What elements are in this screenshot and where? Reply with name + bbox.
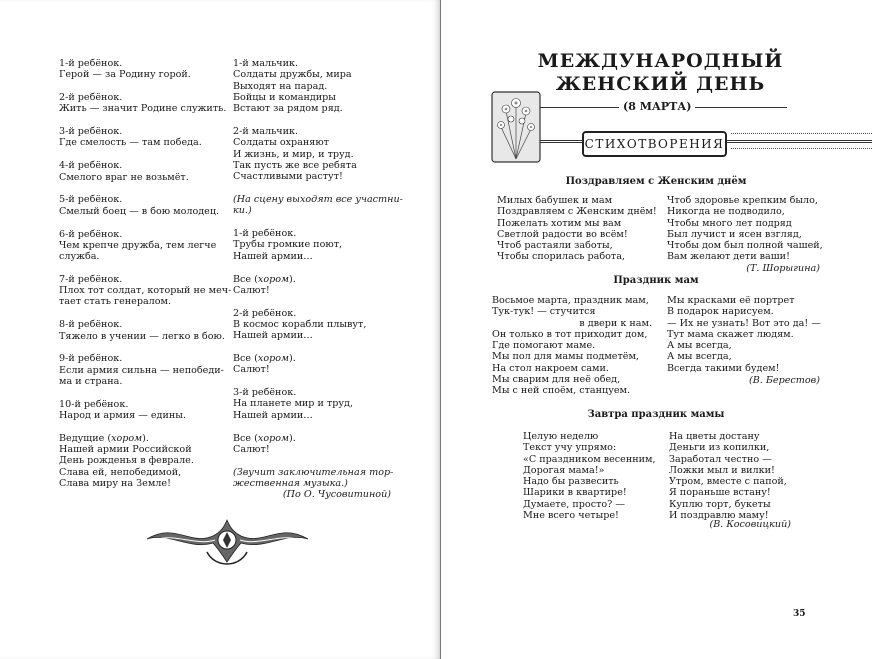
poem-stanza-left <box>497 195 657 263</box>
ornament-vignette <box>145 512 310 570</box>
text-line: Салют! <box>233 443 270 455</box>
text-line: (Звучит заключительная тор- <box>233 466 394 478</box>
poem-line: Заработал честно — <box>669 453 772 465</box>
text-line: Тяжело в учении — легко в бою. <box>59 330 225 342</box>
poem-line: Восьмое марта, праздник мам, <box>492 295 649 306</box>
poem-line: Утром, вместе с папой, <box>669 476 787 488</box>
text-line: Нашей армии… <box>233 330 313 342</box>
dialogue-block <box>233 308 366 342</box>
poem-line: Поздравляем с Женским днём! <box>497 206 657 218</box>
poem-author: (В. Косовицкий) <box>709 519 791 530</box>
text-line: Нашей армии… <box>233 409 313 421</box>
speaker-label: Все (хором). <box>233 432 296 444</box>
text-line: Народ и армия — едины. <box>59 410 186 422</box>
poem-line: Мне всего четыре! <box>523 510 619 522</box>
text-line: На планете мир и труд, <box>233 398 353 410</box>
text-line: В космос корабли плывут, <box>233 318 367 330</box>
speaker-label: 8-й ребёнок. <box>59 319 123 331</box>
dialogue-block <box>59 399 186 422</box>
speaker-label: 1-й ребёнок. <box>59 58 123 69</box>
text-line: ма и страна. <box>59 375 123 387</box>
poem-line: Текст учу упрямо: <box>523 442 617 454</box>
poem-line: Был лучист и ясен взгляд, <box>667 228 802 240</box>
dialogue-block <box>233 387 353 421</box>
text-line: служба. <box>59 251 100 263</box>
text-line: И жизнь, и мир, и труд. <box>233 148 354 160</box>
poem-line: Мы с ней споём, станцуем. <box>492 385 631 397</box>
poem-line: Ложки мыл и вилки! <box>669 464 775 476</box>
text-line: Выходят на парад. <box>233 80 328 92</box>
text-line: Плох тот солдат, который не меч- <box>59 285 232 297</box>
text-line: жественная музыка.) <box>233 477 348 489</box>
poem-line: Мы сварим для неё обед, <box>492 374 621 386</box>
poem-line: Целую неделю <box>523 431 599 442</box>
dialogue-block <box>59 160 189 183</box>
text-line: (На сцену выходят все участни- <box>233 194 403 205</box>
poem-line: Вам желают дети ваши! <box>667 251 790 263</box>
speaker-label: Ведущие (хором). <box>59 432 149 444</box>
poem-line: Никогда не подводило, <box>667 206 785 218</box>
speaker-label: 4-й ребёнок. <box>59 160 123 172</box>
poem-line: Тут мама скажет людям. <box>667 328 794 340</box>
text-line: Если армия сильна — непобеди- <box>59 364 224 376</box>
poem-line: — Их не узнать! Вот это да! — <box>667 317 821 329</box>
text-line: Встают за рядом ряд. <box>233 103 343 115</box>
dialogue-block <box>59 126 202 149</box>
poem-line: Мы пол для мамы подметём, <box>492 351 639 363</box>
dialogue-block <box>59 58 191 81</box>
dialogue-block <box>59 194 219 217</box>
text-line: Солдаты охраняют <box>233 137 329 149</box>
speaker-label: Все (хором). <box>233 273 296 285</box>
dialogue-block <box>59 319 225 342</box>
poem-line: Дорогая мама!» <box>523 464 605 476</box>
speaker-label: Все (хором). <box>233 353 296 364</box>
dialogue-block <box>233 467 393 501</box>
poem-line: Чтобы дом был полной чашей, <box>667 240 823 252</box>
poem-line: Чтоб здоровье крепким было, <box>667 195 818 206</box>
poem-line: «С праздником весенним, <box>523 453 656 465</box>
poem-line: А мы всегда, <box>667 351 732 363</box>
poem-2-title: Праздник мам <box>613 275 699 286</box>
text-line: Трубы громкие поют, <box>233 239 343 251</box>
speaker-label: 3-й ребёнок. <box>59 126 123 138</box>
text-line: Салют! <box>233 284 270 296</box>
dialogue-block <box>233 58 352 114</box>
poem-line: А мы всегда, <box>667 340 732 352</box>
dialogue-block <box>59 92 226 115</box>
poem-line: В подарок нарисуем. <box>667 306 774 318</box>
poem-line: Куплю торт, букеты <box>669 498 771 510</box>
poem-stanza-left <box>492 295 652 397</box>
poem-line: Он только в тот приходит дом, <box>492 328 648 340</box>
flower-bouquet-illustration <box>491 91 541 163</box>
page-number: 35 <box>793 609 806 619</box>
text-line: Жить — значит Родине служить. <box>59 103 227 115</box>
poem-line: На цветы достану <box>669 431 760 442</box>
text-line: Слава миру на Земле! <box>59 478 171 490</box>
poem-stanza-right <box>667 295 821 374</box>
text-line: (По О. Чусовитиной) <box>282 489 391 501</box>
poem-line: И поздравлю маму! <box>669 510 769 522</box>
dialogue-block <box>233 194 403 217</box>
chapter-title-line-1: МЕЖДУНАРОДНЫЙ <box>537 50 784 72</box>
poem-line: Пожелать хотим мы вам <box>497 217 622 229</box>
speaker-label: 7-й ребёнок. <box>59 273 123 285</box>
text-line: День рожденья в феврале. <box>59 455 194 467</box>
dialogue-block <box>233 274 296 297</box>
text-line: Нашей армии Российской <box>59 444 192 456</box>
poem-line: Чтобы спорилась работа, <box>497 251 625 263</box>
poem-line: Думаете, просто? — <box>523 498 625 510</box>
text-line: Где смелость — там победа. <box>59 137 202 149</box>
text-line: Смелый боец — в бою молодец. <box>59 205 220 217</box>
speaker-label: 3-й ребёнок. <box>233 387 297 399</box>
speaker-label: 1-й ребёнок. <box>233 228 297 240</box>
poem-line: Милых бабушек и мам <box>497 195 613 206</box>
section-label: СТИХОТВОРЕНИЯ <box>582 131 727 157</box>
text-line: Слава ей, непобедимой, <box>59 466 182 478</box>
speaker-label: 2-й ребёнок. <box>233 307 297 319</box>
poem-3-title: Завтра праздник мамы <box>587 409 725 420</box>
speaker-label: 2-й мальчик. <box>233 126 299 137</box>
text-line: Чем крепче дружба, тем легче <box>59 239 217 251</box>
text-line: Смелого враг не возьмёт. <box>59 171 189 183</box>
right-page <box>441 0 880 659</box>
text-line: Салют! <box>233 364 270 376</box>
date-subtitle: (8 МАРТА) <box>619 100 695 113</box>
poem-line: Где помогают маме. <box>492 340 596 352</box>
speaker-label: 6-й ребёнок. <box>59 228 123 240</box>
dialogue-block <box>233 353 296 376</box>
poem-line: в двери к нам. <box>579 317 652 329</box>
poem-author: (Т. Шорыгина) <box>746 263 820 274</box>
text-line: Герой — за Родину горой. <box>59 69 191 81</box>
dialogue-block <box>59 229 216 263</box>
text-line: Нашей армии… <box>233 250 313 262</box>
speaker-label: 2-й ребёнок. <box>59 92 123 104</box>
dialogue-block <box>59 433 194 489</box>
poem-author: (В. Берестов) <box>748 375 820 386</box>
poem-stanza-right <box>667 195 823 263</box>
section-rule-dotted <box>731 133 872 134</box>
poem-line: На стол накроем сами. <box>492 362 609 374</box>
poem-stanza-left <box>523 431 656 521</box>
poem-line: Надо бы развесить <box>523 476 619 488</box>
dialogue-block <box>233 228 342 262</box>
text-line: Счастливыми растут! <box>233 171 343 183</box>
poem-stanza-right <box>669 431 787 521</box>
text-line: Солдаты дружбы, мира <box>233 69 352 81</box>
poem-1-title: Поздравляем с Женским днём <box>565 176 747 187</box>
text-line: Бойцы и командиры <box>233 91 336 103</box>
speaker-label: 1-й мальчик. <box>233 58 299 69</box>
poem-line: Чтоб растаяли заботы, <box>497 240 613 252</box>
poem-line: Мы красками её портрет <box>667 295 795 306</box>
poem-line: Деньги из копилки, <box>669 442 770 454</box>
speaker-label: 10-й ребёнок. <box>59 398 129 410</box>
poem-line: Я пораньше встану! <box>669 487 771 499</box>
speaker-label: 9-й ребёнок. <box>59 353 123 365</box>
dialogue-block <box>59 353 224 387</box>
poem-line: Светлой радости во всём! <box>497 228 628 240</box>
dialogue-block <box>59 274 231 308</box>
section-rule-dotted-2 <box>731 148 872 149</box>
poem-line: Всегда такими будем! <box>667 362 780 374</box>
poem-line: Чтобы много лет подряд <box>667 217 792 229</box>
text-line: Так пусть же все ребята <box>233 159 357 171</box>
chapter-title-line-2: ЖЕНСКИЙ ДЕНЬ <box>555 73 766 95</box>
poem-line: Шарики в квартире! <box>523 487 627 499</box>
dialogue-block <box>233 433 296 456</box>
dialogue-block <box>233 126 357 182</box>
text-line: тает стать генералом. <box>59 296 172 308</box>
speaker-label: 5-й ребёнок. <box>59 194 123 206</box>
poem-line: Тук-тук! — стучится <box>492 306 596 318</box>
text-line: ки.) <box>233 205 252 217</box>
